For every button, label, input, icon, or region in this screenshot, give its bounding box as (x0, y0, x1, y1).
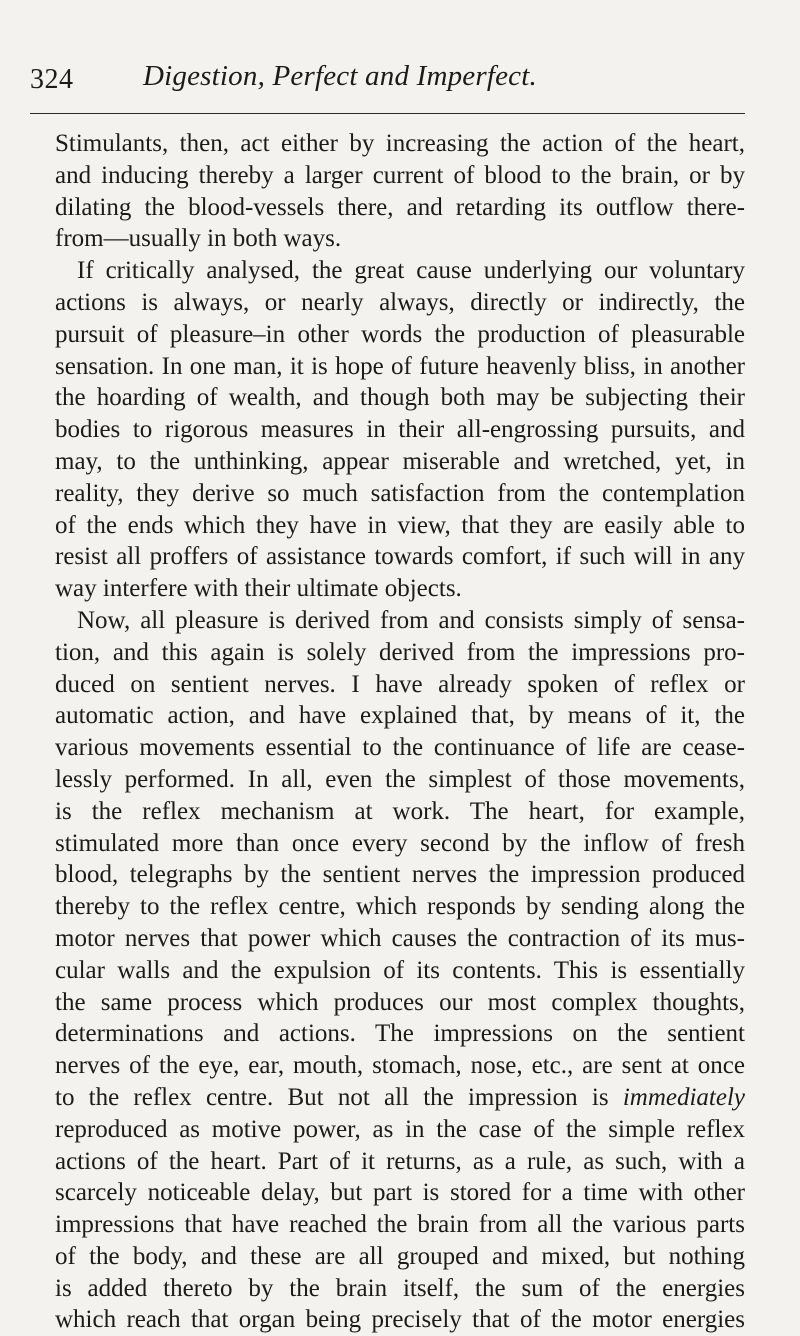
text-line: impressions that have reached the brain from all the various parts (55, 1211, 745, 1239)
text-line: stimulated more than once every second by the inflow of fresh (55, 829, 745, 857)
text-line: may, to the unthinking, appear miserable and wretched, yet, in (55, 447, 745, 475)
text-line: from—usually in both ways. (55, 225, 342, 253)
text-line: bodies to rigorous measures in their all-engrossing pursuits, and (55, 416, 745, 444)
text-line: Now, all pleasure is derived from and consists simply of sensa- (77, 606, 745, 634)
text-line: way interfere with their ultimate objects. (55, 575, 462, 603)
text-line: determinations and actions. The impressions on the sentient (55, 1020, 745, 1048)
text-line: of the body, and these are all grouped and mixed, but nothing (55, 1242, 745, 1270)
text-line: which reach that organ being precisely that of the motor energies (55, 1306, 745, 1334)
text-line: is the reflex mechanism at work. The heart, for example, (55, 797, 745, 825)
text-line: blood, telegraphs by the sentient nerves the impression produced (55, 861, 745, 889)
text-line-segment: to the reflex centre. But not all the impression is (55, 1083, 609, 1111)
text-line: various movements essential to the continuance of life are cease- (55, 734, 745, 762)
text-line: thereby to the reflex centre, which responds by sending along the (55, 893, 745, 921)
text-line: cular walls and the expulsion of its contents. This is essentially (55, 956, 745, 984)
text-line: is added thereto by the brain itself, the sum of the energies (55, 1274, 745, 1302)
page-number: 324 (30, 64, 74, 95)
text-line: actions of the heart. Part of it returns, as a rule, as such, with a (55, 1147, 745, 1175)
text-line: and inducing thereby a larger current of blood to the brain, or by (55, 161, 745, 189)
text-line: lessly performed. In all, even the simplest of those movements, (55, 765, 745, 793)
text-line-with-emphasis (55, 1082, 745, 1114)
text-line: the same process which produces our most complex thoughts, (55, 988, 745, 1016)
text-line: scarcely noticeable delay, but part is stored for a time with other (55, 1179, 745, 1207)
text-line: reality, they derive so much satisfaction from the contemplation (55, 479, 745, 507)
text-line: actions is always, or nearly always, directly or indirectly, the (55, 288, 745, 316)
header-rule (30, 113, 745, 114)
text-line: pursuit of pleasure–in other words the production of pleasurable (55, 320, 745, 348)
text-line: nerves of the eye, ear, mouth, stomach, nose, etc., are sent at once (55, 1052, 745, 1080)
body-text (55, 128, 745, 1336)
emphasized-word: immediately (622, 1083, 745, 1111)
running-head: Digestion, Perfect and Imperfect. (143, 60, 537, 92)
text-line: tion, and this again is solely derived from the impressions pro- (55, 638, 745, 666)
text-line: the hoarding of wealth, and though both may be subjecting their (55, 384, 745, 412)
text-line: of the ends which they have in view, that they are easily able to (55, 511, 745, 539)
text-line: dilating the blood-vessels there, and retarding its outflow there- (55, 193, 745, 221)
text-line: Stimulants, then, act either by increasing the action of the heart, (55, 130, 745, 157)
page-header (30, 60, 735, 110)
text-line: reproduced as motive power, as in the case of the simple reflex (55, 1115, 745, 1143)
text-line: resist all proffers of assistance towards comfort, if such will in any (55, 543, 745, 571)
text-line: motor nerves that power which causes the contraction of its mus- (55, 924, 745, 952)
text-line: If critically analysed, the great cause underlying our voluntary (77, 257, 745, 285)
text-line: duced on sentient nerves. I have already spoken of reflex or (55, 670, 745, 698)
text-line: sensation. In one man, it is hope of future heavenly bliss, in another (55, 352, 745, 380)
text-line: automatic action, and have explained that, by means of it, the (55, 702, 745, 730)
